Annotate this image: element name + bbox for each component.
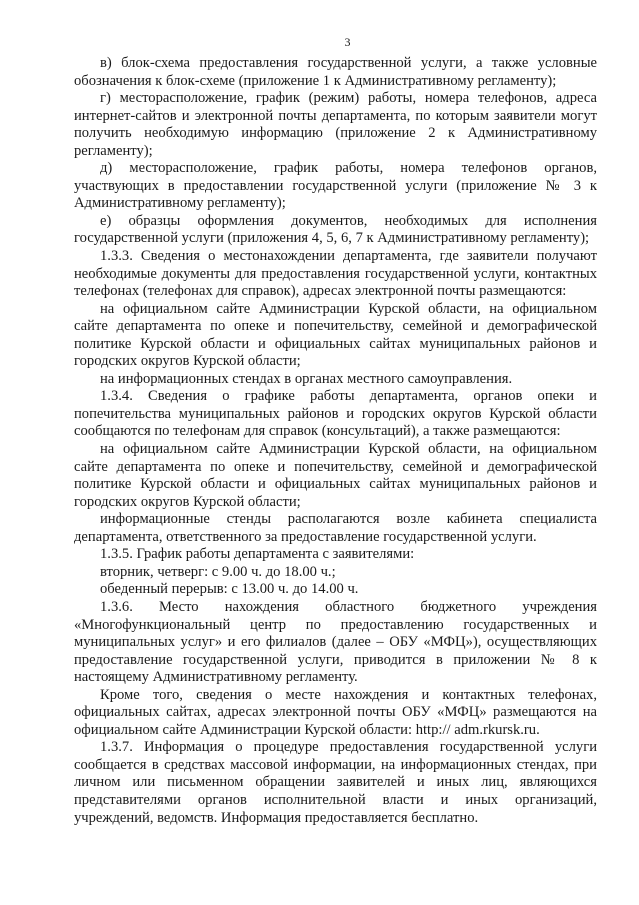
paragraph-flowchart-appendix: в) блок-схема предоставления государственной услуги, а также условные обозначения к блок-схеме (приложение 1 к Административному регламенту); — [74, 55, 597, 89]
paragraph-department-contacts-appendix: г) месторасположение, график (режим) работы, номера телефонов, адреса интернет-сайтов и электронной почты департамента, по которым заявители могут получить необходимую информацию (приложение 2 к Административному регламенту); — [74, 90, 597, 159]
paragraph-mfc-contacts: Кроме того, сведения о месте нахождения и контактных телефонах, официальных сайтах, адресах электронной почты ОБУ «МФЦ» размещаются на официальном сайте Администрации Курской области: http:// adm.rkursk.ru. — [74, 686, 597, 738]
paragraph-official-websites-2: на официальном сайте Администрации Курской области, на официальном сайте департамента по опеке и попечительству, семейной и демографической политике Курской области и официальных сайтах муниципальных районов и городских округов Курской области; — [74, 441, 597, 510]
paragraph-section-1-3-3: 1.3.3. Сведения о местонахождении департамента, где заявители получают необходимые документы для предоставления государственной услуги, контактных телефонах (телефонах для справок), адресах электронной почты размещаются: — [74, 248, 597, 300]
paragraph-section-1-3-6: 1.3.6. Место нахождения областного бюджетного учреждения «Многофункциональный центр по предоставлению государственных и муниципальных услуг» и его филиалов (далее – ОБУ «МФЦ»), осуществляющих предоставление государственной услуги, приводится в приложении № 8 к настоящему Административному регламенту. — [74, 598, 597, 686]
paragraph-working-hours: вторник, четверг: с 9.00 ч. до 18.00 ч.; — [100, 563, 336, 580]
page-number: 3 — [344, 35, 351, 49]
paragraph-official-websites-1: на официальном сайте Администрации Курской области, на официальном сайте департамента по опеке и попечительству, семейной и демографической политике Курской области и официальных сайтах муниципальных районов и городских округов Курской области; — [74, 300, 597, 370]
paragraph-section-1-3-5: 1.3.5. График работы департамента с заявителями: — [100, 546, 415, 563]
paragraph-information-stands-local: на информационных стендах в органах местного самоуправления. — [100, 370, 513, 387]
paragraph-section-1-3-7: 1.3.7. Информация о процедуре предоставления государственной услуги сообщается в средствах массовой информации, на информационных стендах, при личном или письменном обращении заявителей и иных лиц, являющихся представителями органов исполнительной власти и иных организаций, учреждений, ведомств. Информация предоставляется бесплатно. — [74, 739, 597, 826]
paragraph-section-1-3-4: 1.3.4. Сведения о графике работы департамента, органов опеки и попечительства муниципальных районов и городских округов Курской области сообщаются по телефонам для справок (консультаций), а также размещаются: — [74, 388, 597, 440]
paragraph-authorities-contacts-appendix: д) месторасположение, график работы, номера телефонов органов, участвующих в предоставлении государственной услуги (приложение № 3 к Административному регламенту); — [74, 160, 597, 212]
paragraph-information-stands-department: информационные стенды располагаются возле кабинета специалиста департамента, ответственного за предоставление государственной услуги. — [74, 511, 597, 545]
paragraph-document-samples-appendix: е) образцы оформления документов, необходимых для исполнения государственной услуги (приложения 4, 5, 6, 7 к Административному регламенту); — [74, 212, 597, 247]
paragraph-lunch-break: обеденный перерыв: с 13.00 ч. до 14.00 ч. — [100, 581, 359, 598]
